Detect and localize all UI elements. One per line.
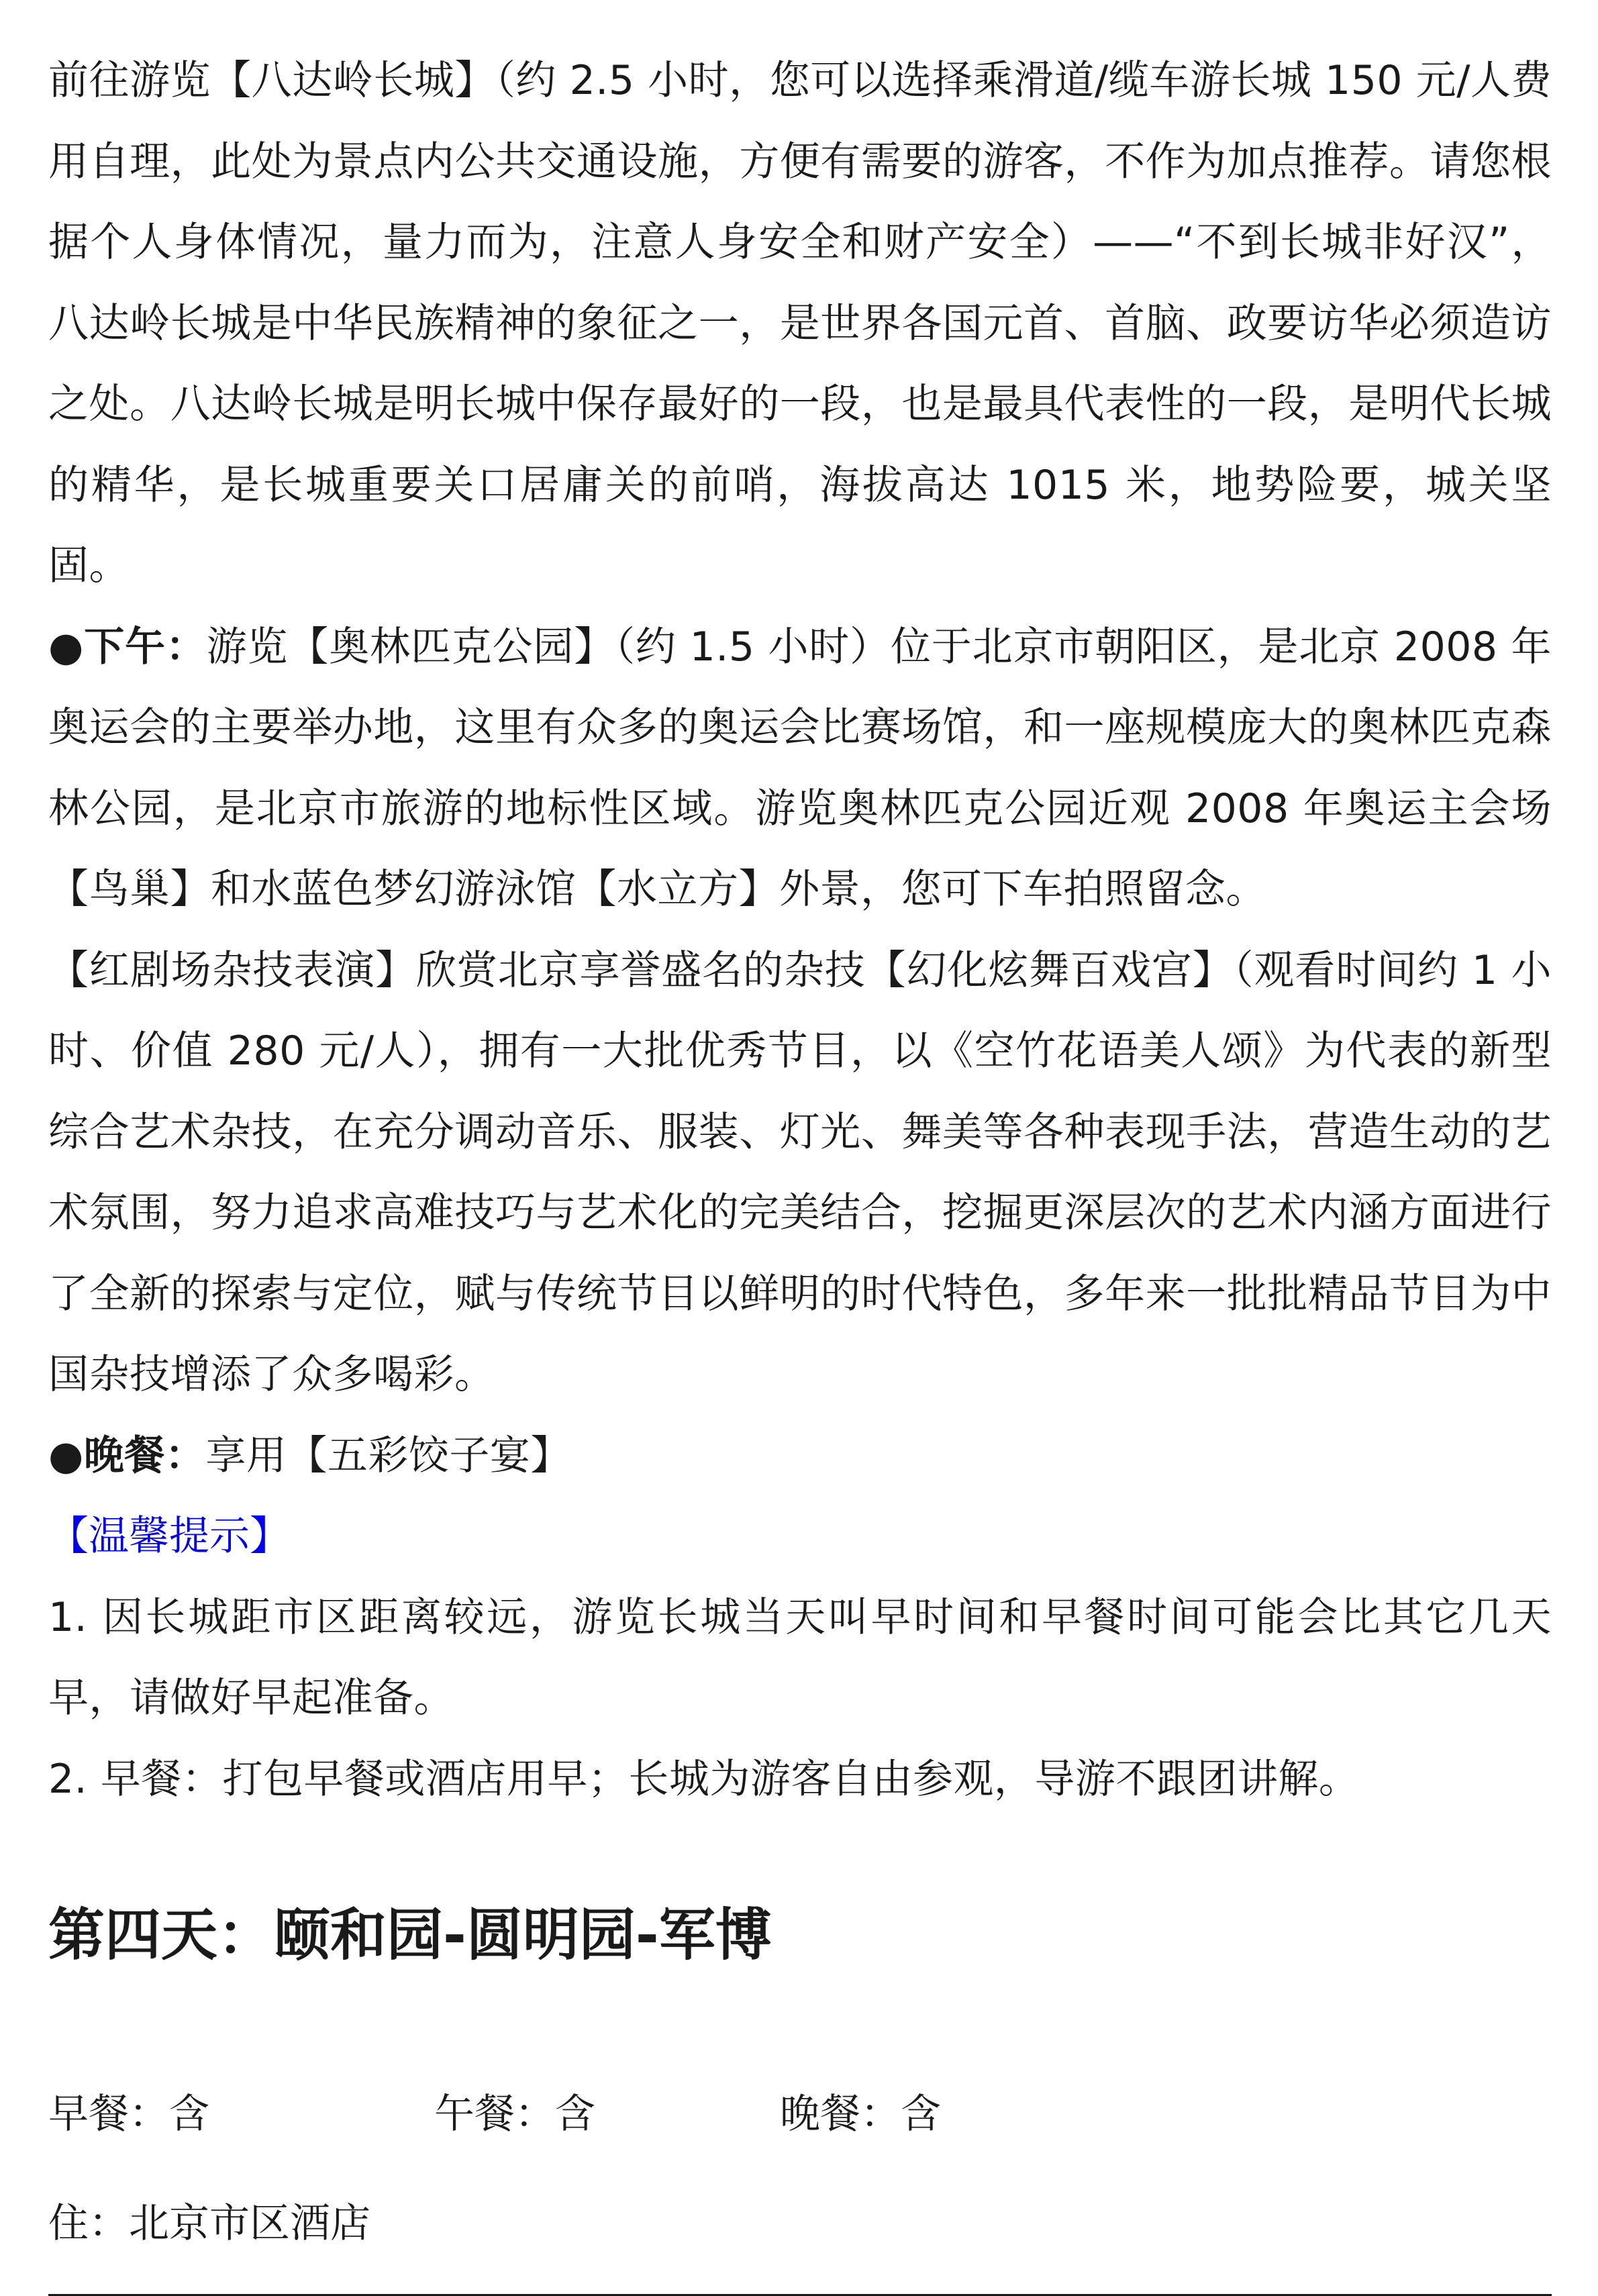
lunch-info: 午餐：含 <box>434 2091 595 2138</box>
great-wall-paragraph: 前往游览【八达岭长城】（约 2.5 小时，您可以选择乘滑道/缆车游长城 150 元/人费用自理，此处为景点内公共交通设施，方便有需要的游客，不作为加点推荐。请您根据个人身体情况，量力而为，注意人身安全和财产安全）——“不到长城非好汉”，八达岭长城是中华民族精神的象征之一，是世界各国元首、首脑、政要访华必须造访之处。八达岭长城是明长城中保存最好的一段，也是最具代表性的一段，是明代长城的精华，是长城重要关口居庸关的前哨，海拔高达 1015 米，地势险要，城关坚固。 <box>48 57 1552 589</box>
tips-title: 【温馨提示】 <box>48 1513 290 1560</box>
breakfast-info: 早餐：含 <box>48 2091 209 2138</box>
itinerary-page <box>48 40 1552 2247</box>
dinner-info: 晚餐：含 <box>780 2091 941 2138</box>
afternoon-paragraph <box>48 607 1552 930</box>
dinner-text: 享用【五彩饺子宴】 <box>205 1432 571 1479</box>
dinner-label: ●晚餐： <box>48 1432 206 1479</box>
day-four-title: 第四天：颐和园-圆明园-军博 <box>48 1902 772 1968</box>
dinner-paragraph <box>48 1415 1552 1497</box>
tip-item-2: 2. 早餐：打包早餐或酒店用早；长城为游客自由参观，导游不跟团讲解。 <box>48 1755 1360 1803</box>
accommodation-info: 住：北京市区酒店 <box>48 2200 370 2247</box>
afternoon-label: ●下午： <box>48 623 207 670</box>
tip-item-1: 1. 因长城距市区距离较远，游览长城当天叫早时间和早餐时间可能会比其它几天早，请做好早起准备。 <box>48 1593 1552 1721</box>
afternoon-text: 游览【奥林匹克公园】（约 1.5 小时）位于北京市朝阳区，是北京 2008 年奥运会的主要举办地，这里有众多的奥运会比赛场馆，和一座规模庞大的奥林匹克森林公园，是北京市旅游的地标性区域。游览奥林匹克公园近观 2008 年奥运主会场【鸟巢】和水蓝色梦幻游泳馆【水立方】外景，您可下车拍照留念。 <box>48 623 1552 913</box>
acrobatics-paragraph: 【红剧场杂技表演】欣赏北京享誉盛名的杂技【幻化炫舞百戏宫】（观看时间约 1 小时、价值 280 元/人），拥有一大批优秀节目，以《空竹花语美人颂》为代表的新型综合艺术杂技，在充分调动音乐、服装、灯光、舞美等各种表现手法，营造生动的艺术氛围，努力追求高难技巧与艺术化的完美结合，挖掘更深层次的艺术内涵方面进行了全新的探索与定位，赋与传统节目以鲜明的时代特色，多年来一批批精品节目为中国杂技增添了众多喝彩。 <box>48 946 1552 1398</box>
